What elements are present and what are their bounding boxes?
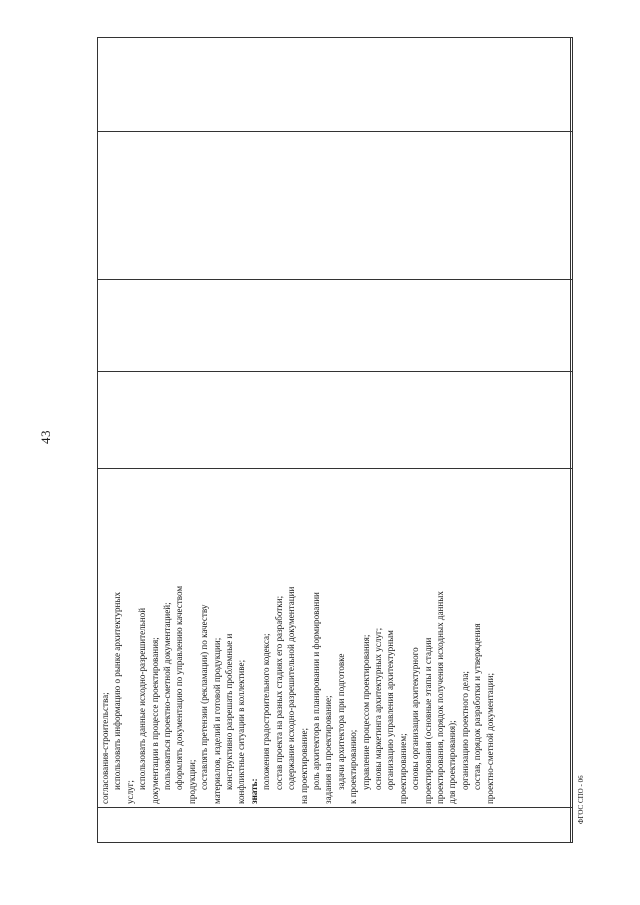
text-line: проектно-сметной документации; — [484, 673, 495, 804]
text-line: организацию проектного дела; — [459, 671, 470, 790]
text-line: к проектированию; — [348, 729, 359, 804]
text-line: организацию управления архитектурным — [385, 630, 396, 790]
text-line: услуг; — [124, 780, 135, 804]
text-line: пользоваться проектно-сметной документацией; — [162, 602, 173, 790]
text-line: проектирования, порядок получения исходных данных — [434, 591, 445, 804]
text-line: использовать данные исходно-разрешительной — [137, 607, 148, 790]
text-line: роль архитектора в планировании и формировании — [310, 592, 321, 790]
text-line: проектированием; — [397, 733, 408, 804]
text-line: управление процессом проектирования; — [360, 634, 371, 790]
text-line: согласования-строительства; — [100, 692, 110, 804]
text-line: составлять претензии (рекламации) по качеству — [199, 604, 210, 790]
text-line: основы организации архитектурного — [410, 647, 421, 790]
text-line: документации в процессе проектирования; — [149, 637, 160, 804]
text-line: продукции; — [186, 759, 197, 804]
text-line: на проектирование; — [298, 727, 309, 804]
text-line: конфликтные ситуации в коллективе; — [236, 659, 247, 804]
table-row-divider — [98, 807, 572, 808]
competency-text-cell — [97, 467, 571, 807]
footer-code: ФГОС СПО - 06 — [577, 775, 585, 824]
table-row-divider — [98, 371, 572, 372]
text-line: положения градостроительного кодекса; — [261, 633, 272, 790]
text-line: конструктивно разрешать проблемные и — [224, 633, 235, 790]
text-line: задания на проектирование; — [323, 695, 334, 804]
page-number: 43 — [38, 430, 53, 444]
text-line: для проектирования); — [447, 720, 458, 804]
text-line: проектирования (основные этапы и стадии — [422, 637, 433, 804]
text-line: материалов, изделий и готовой продукции; — [211, 637, 222, 804]
text-line: использовать информацию о рынке архитектурных — [112, 591, 123, 790]
text-line: основы маркетинга архитектурных услуг; — [372, 627, 383, 790]
text-line: состав, порядок разработки и утверждения — [472, 623, 483, 790]
text-line: содержание исходно-разрешительной документации — [286, 586, 297, 790]
text-line: оформлять документацию по управлению качеством — [174, 585, 185, 790]
text-line: состав проекта на разных стадиях его разработки; — [273, 595, 284, 790]
competency-text — [97, 467, 496, 807]
table-row-divider — [98, 131, 572, 132]
text-line: знать: — [248, 778, 259, 804]
text-line: задачи архитектора при подготовке — [335, 653, 346, 790]
table-row-divider — [98, 279, 572, 280]
